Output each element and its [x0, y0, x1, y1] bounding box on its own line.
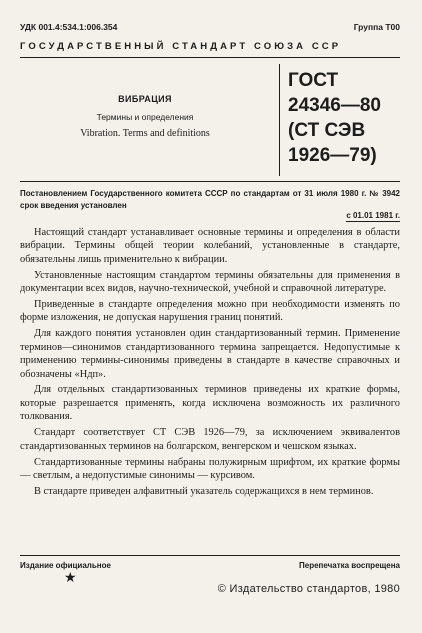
- decree-text: Постановлением Государственного комитета СССР по стандартам от 31 июля 1980 г. № 3942 срок введения установлен: [20, 189, 400, 210]
- subtitle-ru: Термины и определения: [96, 112, 194, 122]
- top-rule: [20, 57, 400, 58]
- bottom-rule: [20, 555, 400, 556]
- udc-code: УДК 001.4:534.1:006.354: [20, 22, 118, 32]
- gov-standard-heading: ГОСУДАРСТВЕННЫЙ СТАНДАРТ СОЮЗА ССР: [20, 41, 342, 52]
- paragraph: Настоящий стандарт устанавливает основные термины и определения в области вибрации. Термины общей теории колебаний, установленные в стандарте, обязательны лишь применительно к вибрации.: [20, 227, 400, 265]
- st-sev-number: 1926—79): [288, 145, 377, 166]
- subtitle-en: Vibration. Terms and definitions: [80, 128, 210, 139]
- paragraph: Стандартизованные термины набраны полужирным шрифтом, их краткие формы — светлым, а недопустимые синонимы — курсивом.: [20, 456, 400, 481]
- header-line: [20, 22, 400, 32]
- paragraph: Приведенные в стандарте определения можно при необходимости изменять по форме изложения, не допуская нарушения границ понятий.: [20, 299, 400, 324]
- st-sev-label: (СТ СЭВ: [288, 120, 366, 141]
- reprint-notice: Перепечатка воспрещена: [299, 561, 400, 570]
- vertical-rule: [279, 64, 280, 176]
- effective-date: с 01.01 1981 г.: [346, 211, 400, 220]
- group-code: Группа Т00: [353, 22, 400, 32]
- paragraph: Стандарт соответствует СТ СЭВ 1926—79, за исключением эквивалентов стандартизованных терминов на болгарском, венгерском и чешском языках.: [20, 427, 400, 452]
- paragraph: В стандарте приведен алфавитный указатель содержащихся в нем терминов.: [34, 485, 374, 497]
- official-edition: Издание официальное: [20, 561, 111, 570]
- body-text: [20, 226, 400, 501]
- middle-rule: [20, 181, 400, 182]
- paragraph: Для отдельных стандартизованных терминов приведены их краткие формы, которые разрешается применять, когда исключена возможность их различного толкования.: [20, 384, 400, 423]
- gost-number: 24346—80: [288, 95, 381, 116]
- star-icon: ★: [64, 570, 77, 586]
- copyright: © Издательство стандартов, 1980: [217, 583, 400, 595]
- paragraph: Для каждого понятия установлен один стандартизованный термин. Применение терминов—синонимов стандартизованного термина запрещается. Недопустимые к применению термины-синонимы приведены в стандарте в качестве справочных и обозначены «Ндп».: [20, 328, 400, 380]
- footer-row: [20, 561, 400, 570]
- gost-number-block: [288, 68, 381, 168]
- document-title: ВИБРАЦИЯ: [118, 94, 172, 104]
- paragraph: Установленные настоящим стандартом термины обязательны для применения в документации всех видов, научно-технической, учебной и справочной литературе.: [20, 269, 400, 295]
- title-block: [20, 94, 270, 139]
- gost-label: ГОСТ: [288, 70, 339, 91]
